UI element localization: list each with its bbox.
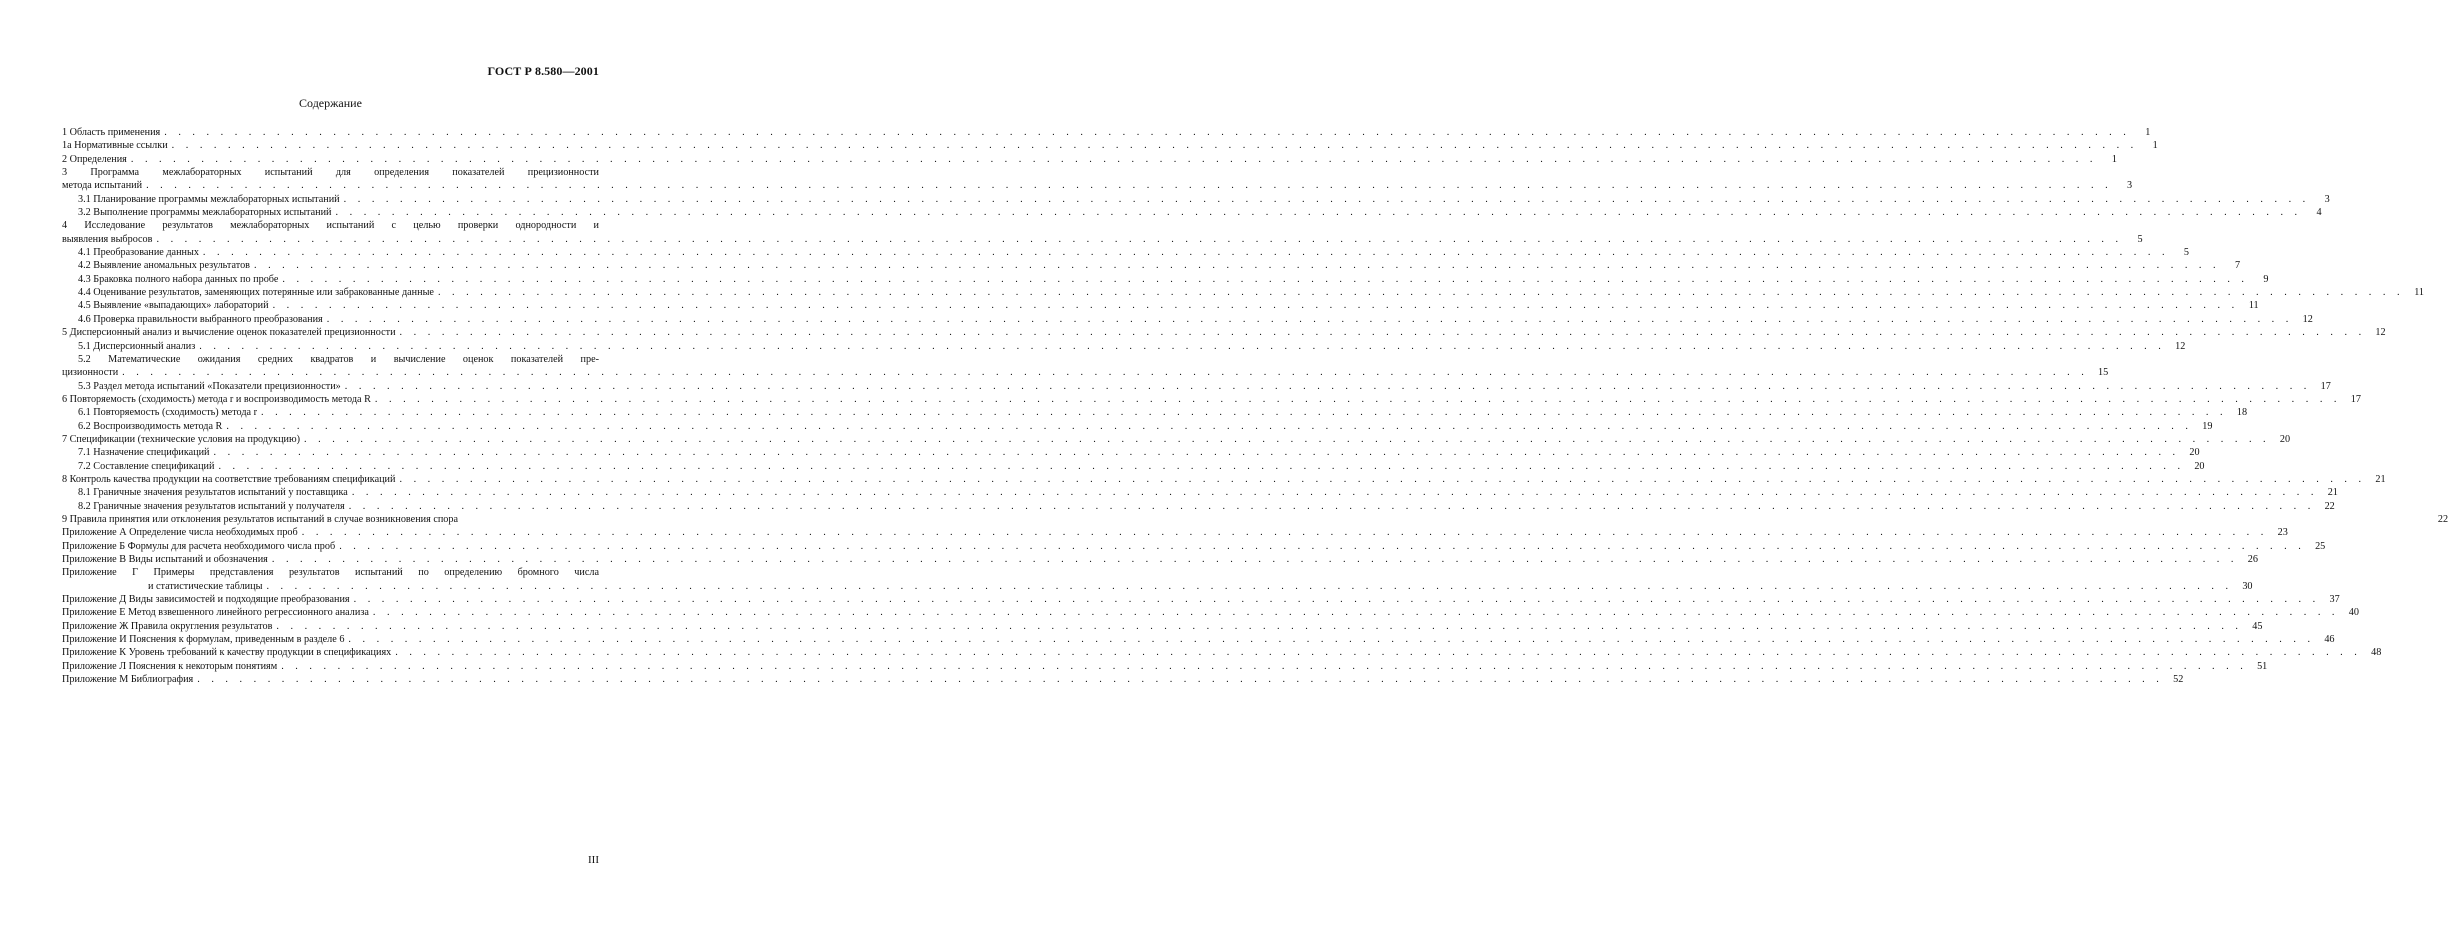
toc-entry-page: 40 <box>2348 607 2359 619</box>
toc-entry-title: 7 Спецификации (технические условия на продукцию) <box>62 433 300 445</box>
toc-dot-leader <box>214 446 2180 459</box>
toc-entry-page: 21 <box>2375 473 2386 485</box>
toc-entry-title: Приложение Ж Правила округления результатов <box>62 620 273 632</box>
toc-entry-page: 37 <box>2329 594 2340 606</box>
toc-entry[interactable] <box>62 646 2382 659</box>
toc-entry-page: 11 <box>2414 287 2425 299</box>
toc-entry-title: 3.1 Планирование программы межлабораторных испытаний <box>78 193 340 205</box>
toc-entry-title: 4.2 Выявление аномальных результатов <box>78 260 250 272</box>
toc-entry-wrap-line: 5.2 Математические ожидания средних квадратов и вычисление оценок показателей пре- <box>78 353 599 365</box>
toc-entry-title: 7.1 Назначение спецификаций <box>78 447 210 459</box>
toc-entry[interactable] <box>62 299 2259 312</box>
toc-dot-leader <box>261 406 2227 419</box>
toc-entry-wrap-line: 4 Исследование результатов межлабораторных испытаний с целью проверки однородности и <box>62 220 599 232</box>
toc-entry[interactable] <box>62 233 2143 246</box>
toc-entry-title: метода испытаний <box>62 180 143 192</box>
toc-entry-page: 15 <box>2098 367 2109 379</box>
toc-entry[interactable] <box>62 580 2253 593</box>
toc-entry-page: 25 <box>2315 540 2326 552</box>
toc-entry-title: Приложение А Определение числа необходимых проб <box>62 527 298 539</box>
toc-dot-leader <box>197 673 2163 686</box>
toc-dot-leader <box>400 326 2366 339</box>
toc-entry-title: 1а Нормативные ссылки <box>62 140 168 152</box>
toc-entry-title: 4.1 Преобразование данных <box>78 247 199 259</box>
toc-dot-leader <box>156 233 2122 246</box>
toc-entry[interactable] <box>62 593 2340 606</box>
toc-entry-title: Приложение Д Виды зависимостей и подходящие преобразования <box>62 594 350 606</box>
toc-entry[interactable] <box>62 126 2151 139</box>
toc-dot-leader <box>327 313 2293 326</box>
toc-entry-title: 8 Контроль качества продукции на соответствие требованиям спецификаций <box>62 473 396 485</box>
toc-entry-title: выявления выбросов <box>62 233 153 245</box>
toc-entry-title: Приложение Л Пояснения к некоторым понятиям <box>62 660 278 672</box>
toc-entry-title: 3.2 Выполнение программы межлабораторных испытаний <box>78 207 332 219</box>
toc-entry[interactable] <box>62 366 2109 379</box>
toc-entry-title: 6 Повторяемость (сходимость) метода r и воспроизводимость метода R <box>62 393 371 405</box>
toc-entry-wrap-line: Приложение Г Примеры представления результатов испытаний по определению бромного числа <box>62 567 599 579</box>
toc-dot-leader <box>254 259 2220 272</box>
toc-entry-page: 11 <box>2248 300 2259 312</box>
toc-entry-title: Приложение Б Формулы для расчета необходимого числа проб <box>62 540 336 552</box>
toc-dot-leader <box>344 193 2310 206</box>
toc-entry-page: 12 <box>2175 340 2186 352</box>
toc-dot-leader <box>146 179 2112 192</box>
toc-entry-page: 22 <box>2437 513 2448 525</box>
toc-entry-page: 26 <box>2247 554 2258 565</box>
toc-entry[interactable] <box>62 673 2184 686</box>
toc-dot-leader <box>281 660 2247 673</box>
toc-entry-title: 4.5 Выявление «выпадающих» лабораторий <box>78 300 269 312</box>
toc-dot-leader <box>164 126 2130 139</box>
toc-dot-leader <box>438 286 2404 299</box>
toc-dot-leader <box>199 340 2165 353</box>
toc-entry[interactable] <box>62 660 2268 673</box>
toc-entry[interactable] <box>62 420 2213 433</box>
toc-dot-leader <box>172 139 2138 152</box>
toc-entry[interactable] <box>62 326 2386 339</box>
toc-entry[interactable] <box>62 513 2448 526</box>
toc-entry-title: 8.2 Граничные значения результатов испытаний у получателя <box>78 500 345 512</box>
toc-entry-page: 20 <box>2194 460 2205 472</box>
toc-entry[interactable] <box>62 193 2330 206</box>
toc-entry-wrap-line: 3 Программа межлабораторных испытаний для определения показателей прецизионности <box>62 167 599 179</box>
toc-entry-page: 18 <box>2236 407 2248 419</box>
toc-dot-leader <box>352 486 2318 499</box>
toc-entry[interactable] <box>62 473 2386 486</box>
toc-entry-page: 7 <box>2234 260 2241 272</box>
toc-entry-page: 48 <box>2371 647 2382 659</box>
toc-dot-leader <box>349 500 2315 513</box>
toc-entry-page: 9 <box>2263 273 2269 285</box>
toc-entry-page: 5 <box>2183 247 2189 259</box>
toc-entry[interactable] <box>62 486 2338 499</box>
toc-dot-leader <box>375 393 2341 406</box>
toc-entry-title: 9 Правила принятия или отклонения результатов испытаний в случае возникновения спора <box>62 513 459 525</box>
toc-entry[interactable] <box>62 446 2200 459</box>
toc-entry[interactable] <box>62 259 2241 272</box>
toc-entry-title: 5.3 Раздел метода испытаний «Показатели прецизионности» <box>78 380 341 392</box>
toc-entry[interactable] <box>62 553 2258 566</box>
toc-entry-page: 17 <box>2320 380 2331 392</box>
toc-entry-title: Приложение М Библиография <box>62 674 194 686</box>
document-standard-header: ГОСТ Р 8.580—2001 <box>487 64 599 78</box>
toc-entry[interactable] <box>62 633 2335 646</box>
toc-entry[interactable] <box>62 620 2263 633</box>
toc-entry-page: 4 <box>2316 207 2322 219</box>
toc-entry[interactable] <box>62 500 2335 513</box>
toc-dot-leader <box>282 273 2248 286</box>
toc-dot-leader <box>395 646 2361 659</box>
toc-dot-leader <box>302 526 2268 539</box>
toc-entry-page: 23 <box>2277 527 2288 539</box>
toc-entry-page: 20 <box>2189 447 2200 459</box>
toc-dot-leader <box>203 246 2169 259</box>
toc-entry[interactable] <box>62 153 2117 166</box>
toc-entry[interactable] <box>62 206 2322 219</box>
toc-entry-title: Приложение И Пояснения к формулам, приведенным в разделе 6 <box>62 634 345 646</box>
toc-entry-title: 5 Дисперсионный анализ и вычисление оценок показателей прецизионности <box>62 327 396 339</box>
toc-dot-leader <box>273 299 2239 312</box>
toc-entry[interactable] <box>62 313 2313 326</box>
toc-dot-leader <box>304 433 2270 446</box>
toc-dot-leader <box>373 606 2339 619</box>
toc-entry-page: 1 <box>2152 140 2158 152</box>
toc-entry-page: 46 <box>2324 634 2335 646</box>
table-of-contents <box>62 126 2448 686</box>
toc-entry-title: 4.4 Оценивание результатов, заменяющих потерянные или забракованные данные <box>78 287 434 299</box>
toc-entry-title: 1 Область применения <box>62 127 161 138</box>
toc-dot-leader <box>218 460 2184 473</box>
toc-entry-title: 2 Определения <box>62 153 127 165</box>
toc-dot-leader <box>272 553 2238 566</box>
toc-entry-page: 17 <box>2350 393 2361 405</box>
toc-entry[interactable] <box>62 526 2288 539</box>
toc-entry-page: 19 <box>2202 420 2213 432</box>
toc-entry-page: 3 <box>2324 193 2330 205</box>
toc-entry[interactable] <box>62 139 2158 152</box>
toc-entry-page: 20 <box>2279 433 2291 445</box>
toc-entry[interactable] <box>62 273 2269 286</box>
toc-entry-title: 7.2 Составление спецификаций <box>78 460 215 472</box>
toc-entry-page: 51 <box>2257 660 2268 672</box>
toc-dot-leader <box>266 580 2232 593</box>
toc-entry[interactable] <box>62 606 2359 619</box>
toc-entry-page: 5 <box>2137 233 2143 245</box>
toc-title: Содержание <box>299 96 362 110</box>
toc-dot-leader <box>226 420 2192 433</box>
toc-entry[interactable] <box>62 406 2248 419</box>
toc-entry[interactable] <box>62 393 2361 406</box>
toc-dot-leader <box>339 540 2305 553</box>
toc-entry-title: 6.1 Повторяемость (сходимость) метода r <box>78 407 257 419</box>
toc-entry-page: 52 <box>2173 674 2184 686</box>
toc-dot-leader <box>354 593 2320 606</box>
toc-entry[interactable] <box>62 179 2133 192</box>
toc-dot-leader <box>348 633 2314 646</box>
toc-entry-title: 5.1 Дисперсионный анализ <box>78 340 196 352</box>
toc-entry[interactable] <box>62 286 2425 299</box>
toc-entry-title: цизионности <box>62 367 119 379</box>
toc-entry-page: 12 <box>2302 313 2313 325</box>
page-number: III <box>588 854 599 866</box>
toc-entry-title: Приложение Е Метод взвешенного линейного регрессионного анализа <box>62 607 369 619</box>
toc-entry-page: 3 <box>2127 180 2133 192</box>
toc-entry-page: 45 <box>2252 620 2263 632</box>
toc-entry-title: 4.6 Проверка правильности выбранного преобразования <box>78 313 323 325</box>
toc-entry-title: 4.3 Браковка полного набора данных по пробе <box>78 273 279 285</box>
toc-entry-title: 8.1 Граничные значения результатов испытаний у поставщика <box>78 487 348 499</box>
toc-entry-page: 1 <box>2145 127 2151 138</box>
toc-dot-leader <box>276 620 2242 633</box>
toc-entry[interactable] <box>62 246 2189 259</box>
toc-dot-leader <box>345 380 2311 393</box>
toc-entry[interactable] <box>62 540 2326 553</box>
toc-entry-title: Приложение В Виды испытаний и обозначения <box>62 554 268 565</box>
toc-entry-page: 30 <box>2242 580 2253 592</box>
toc-entry-title: Приложение К Уровень требований к качеству продукции в спецификациях <box>62 647 392 659</box>
toc-entry[interactable] <box>62 340 2186 353</box>
toc-entry-page: 21 <box>2327 487 2338 499</box>
toc-entry-title: 6.2 Воспроизводимость метода R <box>78 420 223 432</box>
toc-entry[interactable] <box>62 433 2291 446</box>
toc-dot-leader <box>131 153 2097 166</box>
toc-dot-leader <box>122 366 2088 379</box>
toc-entry[interactable] <box>62 460 2205 473</box>
toc-dot-leader <box>336 206 2302 219</box>
toc-entry[interactable] <box>62 380 2331 393</box>
toc-dot-leader <box>399 473 2365 486</box>
toc-entry-page: 22 <box>2324 500 2335 512</box>
toc-entry-title: и статистические таблицы <box>148 580 263 592</box>
toc-entry-page: 1 <box>2111 153 2117 165</box>
toc-entry-page: 12 <box>2375 327 2386 339</box>
